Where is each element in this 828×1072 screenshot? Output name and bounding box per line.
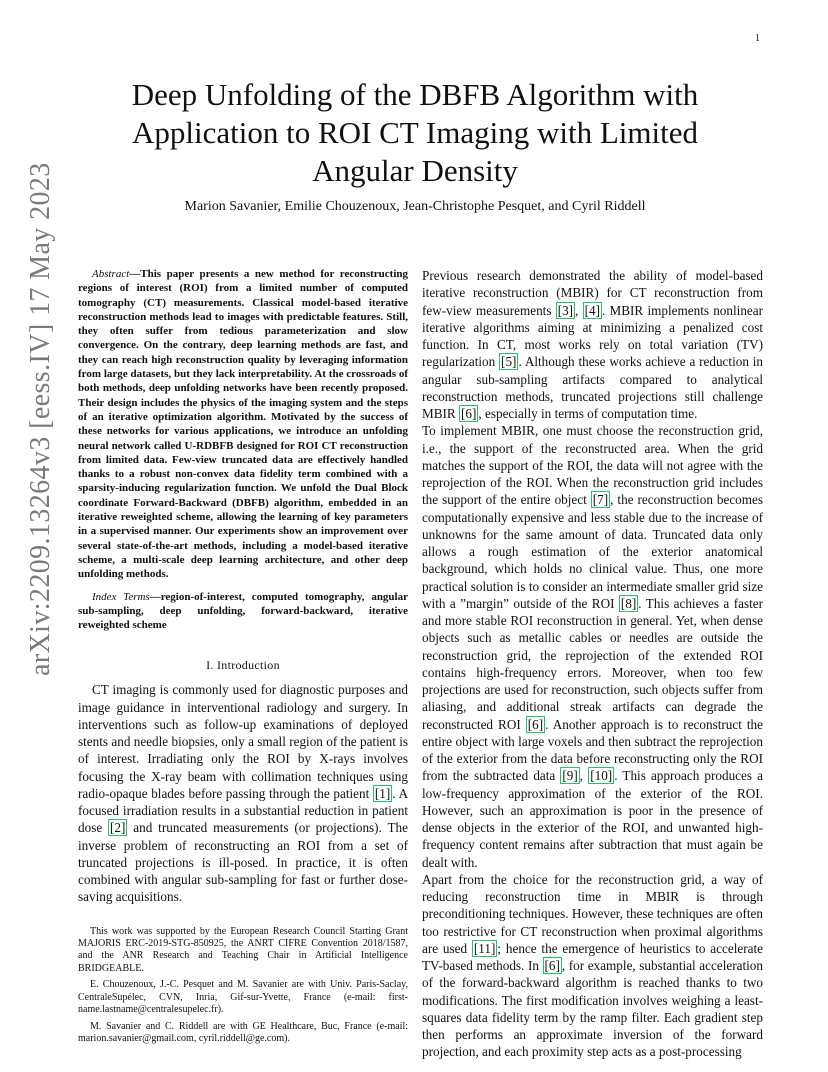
- text: ; hence the emergence of heuristics to accelerate TV-based methods. In: [422, 940, 763, 973]
- left-column: [78, 267, 408, 1045]
- text: . This achieves a faster and more stable ROI reconstruction in general. Yet, when dense objects such as metallic cables or needles are outside the reconstruction grid, the reprojection of the extended ROI contains high-frequency errors. Moreover, when too few projections are used for reconstruction, such objects suffer from aliasing, and additional streak artifacts can degrade the reconstructed ROI: [422, 595, 763, 732]
- right-paragraph-3: [422, 871, 763, 1061]
- citation-link[interactable]: [6]: [527, 716, 544, 732]
- citation-link[interactable]: [8]: [620, 595, 637, 611]
- abstract-label: Abstract: [92, 268, 130, 280]
- text: . MBIR implements nonlinear iterative algorithms aiming at minimizing a penalized cost function. In CT, most works rely on total variation (TV) regularization: [422, 302, 764, 370]
- text: . Another approach is to reconstruct the entire object with large voxels and then subtract the reprojection of the exterior from the data before reconstructing only the ROI from the subtracted data: [422, 716, 763, 784]
- index-terms-text: —region-of-interest, computed tomography, angular sub-sampling, deep unfolding, forward-backward, iterative reweighted scheme: [78, 590, 408, 632]
- right-paragraph-1: [422, 267, 763, 422]
- citation-link[interactable]: [4]: [584, 302, 600, 318]
- abstract-text: —This paper presents a new method for reconstructing regions of interest (ROI) from a limited number of computed tomography (CT) measurements. Classical model-based iterative reconstruction methods lead to images with predictable features. Still, they often suffer from tedious parameterization and slow convergence. On the contrary, deep learning methods are fast, and they can reach high reconstruction quality by leveraging information from large datasets, but they lack interpretability. At the crossroads of both methods, deep unfolding networks have been recently proposed. Their design includes the physics of the imaging system and the steps of an iterative optimization algorithm. Motivated by the success of these networks for various applications, we introduce an unfolding neural network called U-RDBFB designed for ROI CT reconstruction from limited data. Few-view truncated data are effectively handled thanks to a robust non-convex data fidelity term combined with a sparsity-inducing regularization function. We unfold the Dual Block coordinate Forward-Backward (DBFB) algorithm, embedded in an iterative reweighted scheme, allowing the learning of key parameters in a supervised manner. Our experiments show an improvement over several state-of-the-art methods, including a model-based iterative scheme, a multi-scale deep learning architecture, and other deep unfolding methods.: [78, 268, 408, 581]
- citation-link[interactable]: [7]: [592, 492, 609, 508]
- footnote-funding: This work was supported by the European Research Council Starting Grant MAJORIS ERC-2019-STG-850925, the ANRT CIFRE Convention 2018/1587, and the ANR Research and Teaching Chair in Artificial Intelligence BRIDGEABLE.: [78, 925, 408, 974]
- index-terms: [78, 590, 408, 633]
- text: , the reconstruction becomes computationally expensive and less stable due to the increase of unknowns for the same amount of data. Truncated data only allows a rough estimation of the exterior anatomical background, which holds no clinical value. Thus, one more practical solution is to consider an intermediate smaller grid size with a ”margin” outside of the ROI: [422, 492, 764, 611]
- citation-link[interactable]: [9]: [562, 768, 578, 784]
- citation-link[interactable]: [2]: [110, 820, 126, 836]
- intro-text-1: CT imaging is commonly used for diagnostic purposes and image guidance in interventional radiology and surgery. In interventions such as follow-up examinations of deployed stents and needle biopsies, only a small region of the patient is of interest. Irradiating only the ROI by X-rays involves focusing the X-ray beam with collimation techniques using radio-opaque blades before passing through the patient: [78, 682, 408, 801]
- citation-link[interactable]: [6]: [544, 958, 560, 973]
- footnote-affiliation-1: E. Chouzenoux, J.-C. Pesquet and M. Savanier are with Univ. Paris-Saclay, CentraleSupélec, CVN, Inria, Gif-sur-Yvette, France (e-mail: first-name.lastname@centralesupelec.fr).: [78, 979, 408, 1016]
- index-terms-label: Index Terms: [92, 590, 150, 603]
- section-heading-introduction: I. Introduction: [206, 658, 280, 673]
- intro-text-2: . A focused irradiation results in a substantial reduction in patient dose: [78, 785, 408, 836]
- intro-text-3: and truncated measurements (or projections). The inverse problem of reconstructing an ROI from a set of truncated projections is ill-posed. In practice, it is often combined with angular sub-sampling for fast or further dose-saving acquisitions.: [78, 820, 408, 905]
- text: , especially in terms of computation time.: [478, 406, 698, 421]
- author-list: Marion Savanier, Emilie Chouzenoux, Jean-Christophe Pesquet, and Cyril Riddell: [184, 199, 646, 214]
- citation-link[interactable]: [11]: [473, 940, 496, 956]
- text: Apart from the choice for the reconstruction grid, a way of reducing reconstruction time in MBIR is through preconditioning techniques. However, these techniques are often too restrictive for CT reconstruction when proximal algorithms are used: [422, 871, 763, 956]
- footnotes: [78, 926, 408, 1046]
- right-paragraph-2: [422, 422, 763, 871]
- right-column: [422, 267, 763, 1061]
- intro-paragraph: [78, 681, 408, 905]
- text: . This approach produces a low-frequency approximation of the exterior of the ROI. However, such an approximation is poor in the presence of dense objects in the exterior of the ROI, and unwanted high-frequency content remains after subtraction that must again be dealt with.: [422, 768, 763, 870]
- paper-title: Deep Unfolding of the DBFB Algorithm with Application to ROI CT Imaging with Limited Angular Density: [131, 77, 699, 188]
- text: ,: [575, 302, 583, 318]
- citation-link[interactable]: [5]: [501, 354, 517, 370]
- text: . Although these works achieve a reduction in angular sub-sampling artifacts compared to analytical reconstruction methods, truncated projections still challenge MBIR: [422, 354, 763, 421]
- abstract: [78, 267, 408, 582]
- citation-link[interactable]: [6]: [461, 406, 477, 421]
- citation-link[interactable]: [10]: [590, 768, 613, 784]
- text: , for example, substantial acceleration of the forward-backward algorithm is reached thanks to two modifications. The first modification involves weighing a least-squares data fidelity term by the ramp filter. Each gradient step then performs an approximate inversion of the forward projection, and each proximity step acts as a post-processing: [422, 958, 763, 1060]
- text: To implement MBIR, one must choose the reconstruction grid, i.e., the support of the reconstructed area. When the grid matches the support of the ROI, the data will not agree with the reprojection of the ROI. When the reconstruction grid includes the support of the entire object: [422, 423, 763, 508]
- page-number: 1: [755, 33, 760, 44]
- text: ,: [579, 768, 589, 784]
- arxiv-stamp: arXiv:2209.13264v3 [eess.IV] 17 May 2023: [25, 162, 56, 676]
- footnote-affiliation-2: M. Savanier and C. Riddell are with GE Healthcare, Buc, France (e-mail: marion.savanier@gmail.com, cyril.riddell@ge.com).: [78, 1020, 408, 1044]
- citation-link[interactable]: [3]: [557, 302, 574, 318]
- text: Previous research demonstrated the ability of model-based iterative reconstruction (MBIR) for CT reconstruction from few-view measurements: [422, 268, 763, 318]
- citation-link[interactable]: [1]: [374, 785, 391, 801]
